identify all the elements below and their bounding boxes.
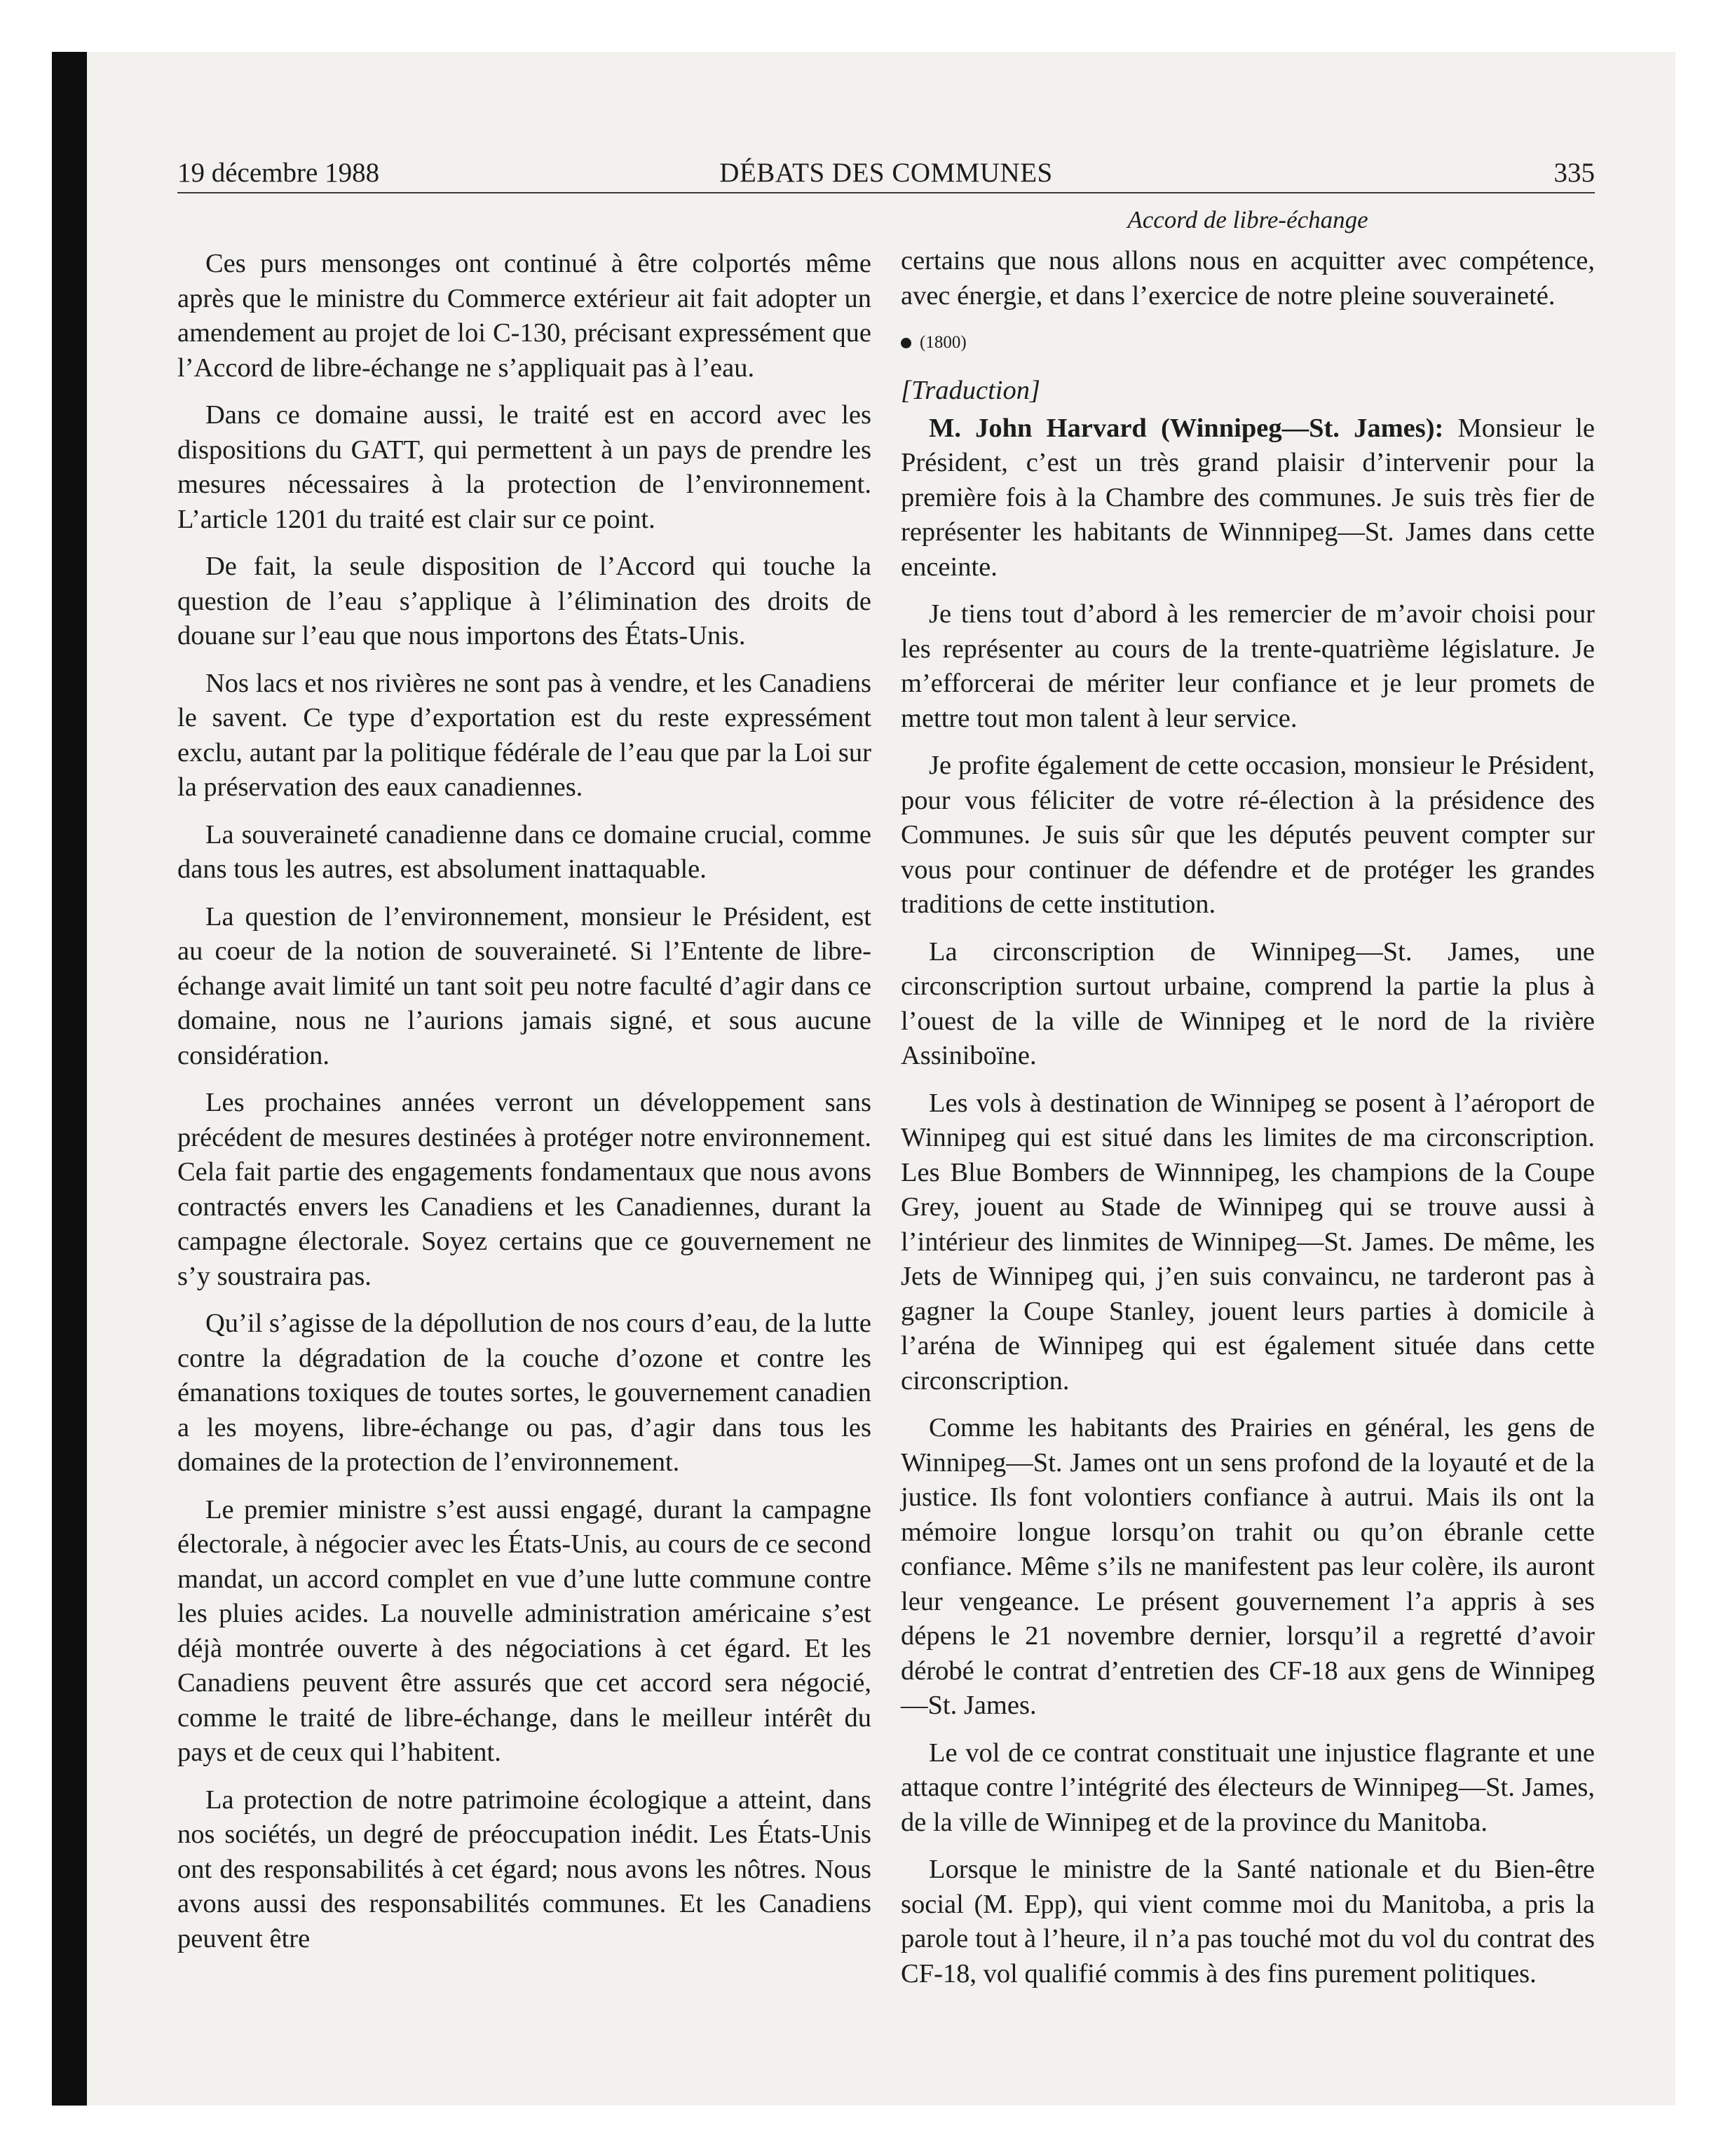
left-column bbox=[177, 247, 871, 1969]
paragraph: La question de l’environnement, monsieur le Président, est au coeur de la notion de souveraineté. Si l’Entente de libre-échange avait limité un tant soit peu notre faculté d’agir dans ce domaine, nous ne l’aurions jamais signé, et sous aucune considération. bbox=[177, 901, 871, 1070]
header-page-number: 335 bbox=[1553, 158, 1595, 188]
paragraph: La circonscription de Winnipeg—St. James, une circonscription surtout urbaine, comprend la partie la plus à l’ouest de la ville de Winnipeg et le nord de la rivière Assiniboïne. bbox=[901, 936, 1595, 1070]
time-marker bbox=[901, 329, 1595, 357]
paragraph: La souveraineté canadienne dans ce domaine crucial, comme dans tous les autres, est absolument inattaquable. bbox=[177, 819, 871, 884]
paragraph: Le vol de ce contrat constituait une injustice flagrante et une attaque contre l’intégrité des électeurs de Winnipeg—St. James, de la ville de Winnipeg et de la province du Manitoba. bbox=[901, 1738, 1595, 1837]
paragraph: Qu’il s’agisse de la dépollution de nos cours d’eau, de la lutte contre la dégradation de la couche d’ozone et contre les émanations toxiques de toutes sortes, le gouvernement canadien a les moyens, libre-échange ou pas, d’agir dans tous les domaines de la protection de l’environnement. bbox=[177, 1309, 871, 1477]
time-marker-text: (1800) bbox=[920, 333, 967, 352]
paragraph: De fait, la seule disposition de l’Accord qui touche la question de l’eau s’applique à l’élimination des droits de douane sur l’eau que nous importons des États-Unis. bbox=[177, 552, 871, 650]
header-journal-title: DÉBATS DES COMMUNES bbox=[719, 158, 1053, 188]
bullet-dot-icon bbox=[901, 338, 911, 348]
paragraph: Je profite également de cette occasion, monsieur le Président, pour vous féliciter de votre ré-élection à la présidence des Communes. Je suis sûr que les députés peuvent compter sur vous pour continuer de défendre et de protéger les grandes traditions de cette institution. bbox=[901, 751, 1595, 919]
binding-edge bbox=[52, 52, 87, 2106]
header-date: 19 décembre 1988 bbox=[177, 158, 380, 188]
translation-tag: [Traduction] bbox=[901, 376, 1040, 405]
speaker-name: M. John Harvard (Winnipeg—St. James): bbox=[929, 413, 1444, 443]
paragraph: Comme les habitants des Prairies en général, les gens de Winnipeg—St. James ont un sens profond de la loyauté et de la justice. Ils font volontiers confiance à autrui. Mais ils ont la mémoire longue lorsqu’on trahit ou qu’on ébranle cette confiance. Même s’ils ne manifestent pas leur colère, ils auront leur vengeance. Le présent gouvernement l’a appris à ses dépens le 21 novembre dernier, lorsqu’il a regretté d’avoir dérobé le contrat d’entretien des CF-18 aux gens de Winnipeg—St. James. bbox=[901, 1413, 1595, 1720]
paragraph bbox=[901, 411, 1595, 585]
paragraph: Ces purs mensonges ont continué à être colportés même après que le ministre du Commerce extérieur ait fait adopter un amendement au projet de loi C-130, précisant expressément que l’Accord de libre-échange ne s’appliquait pas à l’eau. bbox=[177, 249, 871, 383]
paragraph-text: Monsieur le Président, c’est un très grand plaisir d’intervenir pour la première fois à la Chambre des communes. Je suis très fier de représenter les habitants de Winnnipeg—St. James dans cette enceinte. bbox=[901, 413, 1595, 582]
paragraph: Je tiens tout d’abord à les remercier de m’avoir choisi pour les représenter au cours de la trente-quatrième législature. Je m’efforcerai de mériter leur confiance et je leur promets de mettre tout mon talent à leur service. bbox=[901, 599, 1595, 733]
paragraph: Lorsque le ministre de la Santé nationale et du Bien-être social (M. Epp), qui vient comme moi du Manitoba, a pris la parole tout à l’heure, il n’a pas touché mot du vol du contrat des CF-18, vol qualifié commis à des fins purement politiques. bbox=[901, 1855, 1595, 1988]
page-header bbox=[177, 153, 1595, 193]
paragraph: certains que nous allons nous en acquitter avec compétence, avec énergie, et dans l’exercice de notre pleine souveraineté. bbox=[901, 246, 1595, 311]
paragraph: Dans ce domaine aussi, le traité est en accord avec les dispositions du GATT, qui permettent à un pays de prendre les mesures nécessaires à la protection de l’environnement. L’article 1201 du traité est clair sur ce point. bbox=[177, 400, 871, 534]
paragraph: Les prochaines années verront un développement sans précédent de mesures destinées à protéger notre environnement. Cela fait partie des engagements fondamentaux que nous avons contractés envers les Canadiens et les Canadiennes, durant la campagne électorale. Soyez certains que ce gouvernement ne s’y soustraira pas. bbox=[177, 1088, 871, 1291]
paragraph: Le premier ministre s’est aussi engagé, durant la campagne électorale, à négocier avec les États-Unis, au cours de ce second mandat, un accord complet en vue d’une lutte commune contre les pluies acides. La nouvelle administration américaine s’est déjà montrée ouverte à des négociations à cet égard. Et les Canadiens peuvent être assurés que cet accord sera négocié, comme le traité de libre-échange, dans le meilleur intérêt du pays et de ceux qui l’habitent. bbox=[177, 1494, 871, 1767]
right-column bbox=[901, 244, 1595, 2004]
running-head: Accord de libre-échange bbox=[1127, 206, 1368, 233]
paragraph: Nos lacs et nos rivières ne sont pas à vendre, et les Canadiens le savent. Ce type d’exportation est du reste expressément exclu, autant par la politique fédérale de l’eau que par la Loi sur la préservation des eaux canadiennes. bbox=[177, 668, 871, 802]
paragraph: La protection de notre patrimoine écologique a atteint, dans nos sociétés, un degré de préoccupation inédit. Les États-Unis ont des responsabilités à cet égard; nous avons les nôtres. Nous avons aussi des responsabilités communes. Et les Canadiens peuvent être bbox=[177, 1785, 871, 1953]
paragraph: Les vols à destination de Winnipeg se posent à l’aéroport de Winnipeg qui est situé dans les limites de ma circonscription. Les Blue Bombers de Winnnipeg, les champions de la Coupe Grey, jouent au Stade de Winnipeg qui se trouve aussi à l’intérieur des linmites de Winnipeg—St. James. De même, les Jets de Winnipeg qui, j’en suis convaincu, ne tarderont pas à gagner la Coupe Stanley, jouent leurs parties à domicile à l’aréna de Winnipeg qui est également située dans cette circonscription. bbox=[901, 1088, 1595, 1396]
